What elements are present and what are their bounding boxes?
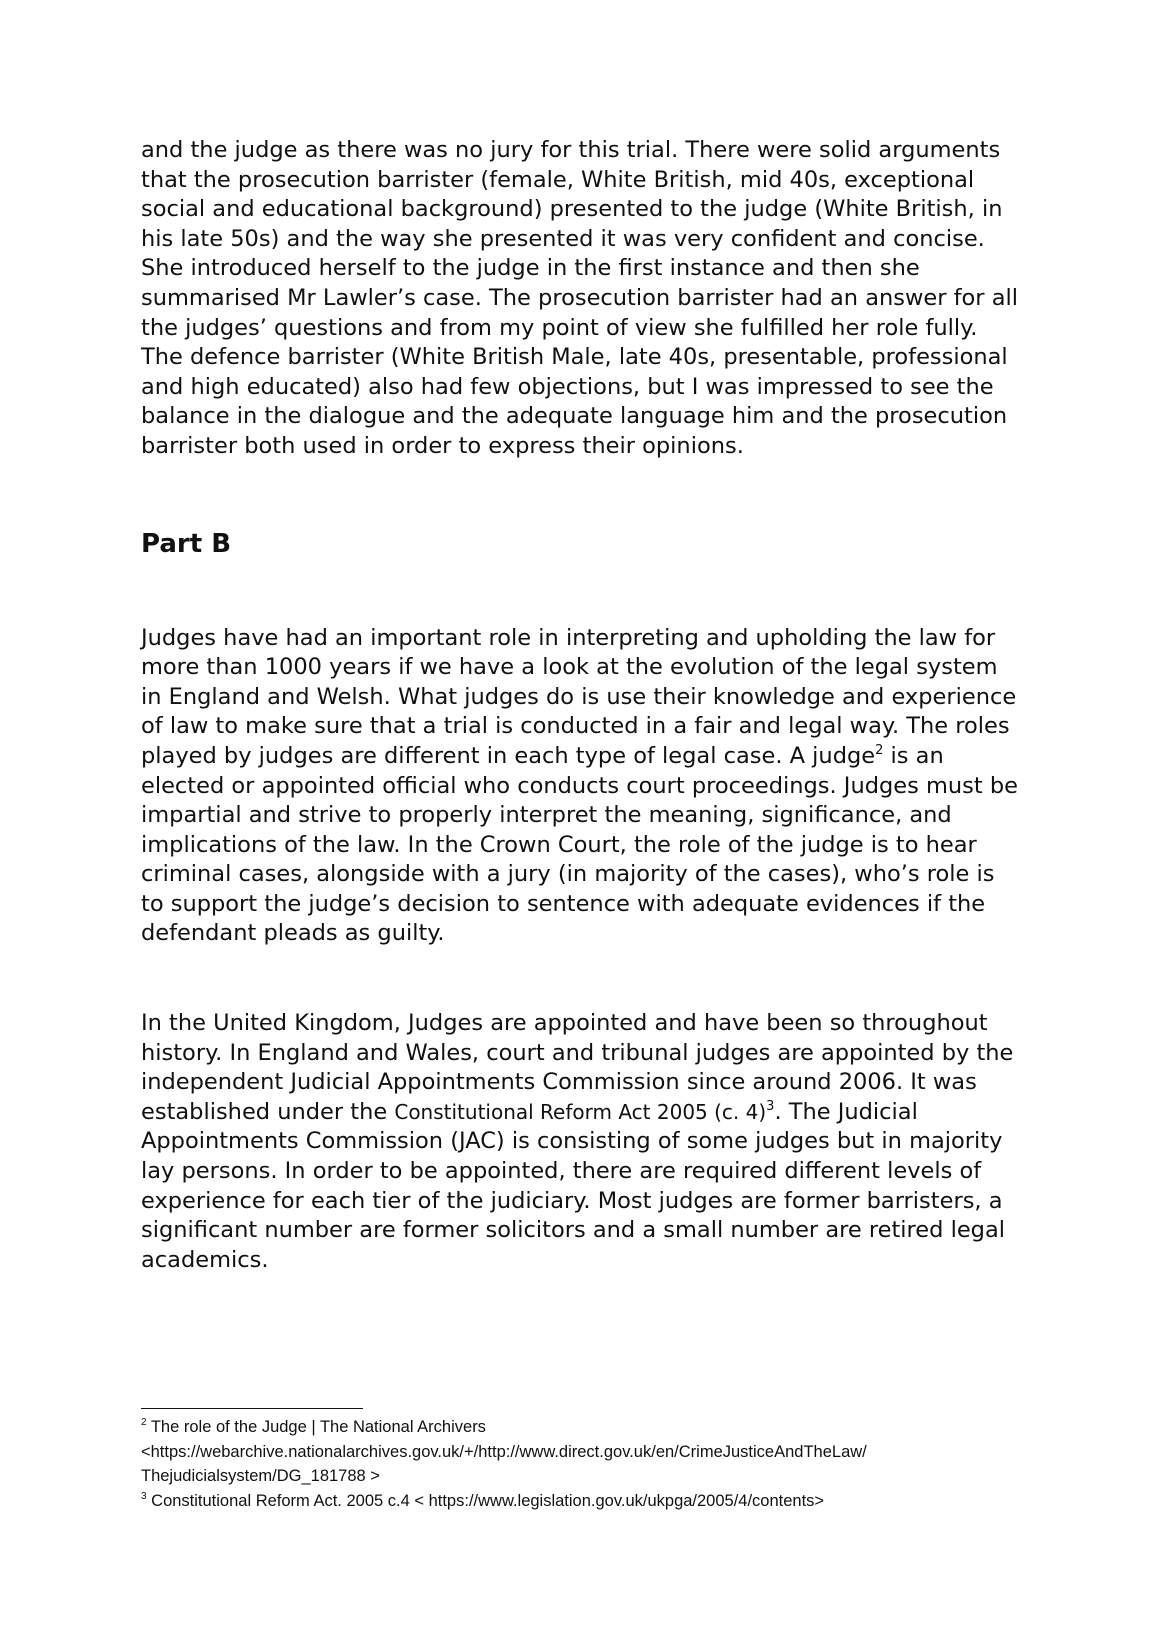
document-body — [141, 136, 1021, 1275]
footnote-text: Constitutional Reform Act. 2005 c.4 < https://www.legislation.gov.uk/ukpga/2005/4/contents> — [146, 1491, 825, 1510]
paragraph-3-text-start: In the United Kingdom, Judges are appointed and have been so throughout history. In England and Wales, court and tribunal judges are appointed by the independent Judicial Appointments Commission since around 2006. It was established under the — [141, 1010, 1014, 1125]
footnote-separator — [141, 1408, 363, 1409]
footnote-text: The role of the Judge | The National Archivers — [146, 1418, 486, 1436]
body-paragraph-2 — [141, 624, 1021, 950]
footnote-number: 2 — [141, 1417, 147, 1428]
footnote-ref-2[interactable]: 2 — [875, 742, 884, 758]
footnote-number: 3 — [141, 1490, 147, 1502]
footnotes-section — [141, 1408, 1021, 1513]
paragraph-2-text-end: is an elected or appointed official who conducts court proceedings. Judges must be impartial and strive to properly interpret the meaning, significance, and implications of the law. In the Crown Court, the role of the judge is to hear criminal cases, alongside with a jury (in majority of the cases), who’s role is to support the judge’s decision to sentence with adequate evidences if the defendant pleads as guilty. — [141, 742, 1018, 947]
footnote-3 — [141, 1489, 1021, 1514]
footnote-2-url-cont[interactable]: Thejudicialsystem/DG_181788 > — [141, 1467, 380, 1485]
footnote-2-url[interactable]: <https://webarchive.nationalarchives.gov.uk/+/http://www.direct.gov.uk/en/CrimeJusticeAndTheLaw/ — [141, 1442, 867, 1461]
paragraph-3-text-end: . The Judicial Appointments Commission (JAC) is consisting of some judges but in majority lay persons. In order to be appointed, there are required different levels of experience for each tier of the judiciary. Most judges are former barristers, a significant number are former solicitors and a small number are retired legal academics. — [141, 1098, 1005, 1273]
body-paragraph-3 — [141, 1009, 1021, 1275]
footnote-ref-3[interactable]: 3 — [766, 1098, 775, 1114]
footnote-2 — [141, 1415, 1021, 1440]
paragraph-2-text-start: Judges have had an important role in interpreting and upholding the law for more than 1000 years if we have a look at the evolution of the legal system in England and Welsh. What judges do is use their knowledge and experience of law to make sure that a trial is conducted in a fair and legal way. The roles played by judges are different in each type of legal case. A judge — [141, 624, 1017, 769]
act-citation: Constitutional Reform Act 2005 (c. 4) — [394, 1099, 767, 1124]
body-paragraph-1: and the judge as there was no jury for this trial. There were solid arguments that the prosecution barrister (female, White British, mid 40s, exceptional social and educational background) presented to the judge (White British, in his late 50s) and the way she presented it was very confident and concise. She introduced herself to the judge in the first instance and then she summarised Mr Lawler’s case. The prosecution barrister had an answer for all the judges’ questions and from my point of view she fulfilled her role fully. The defence barrister (White British Male, late 40s, presentable, professional and high educated) also had few objections, but I was impressed to see the balance in the dialogue and the adequate language him and the prosecution barrister both used in order to express their opinions. — [141, 137, 1018, 459]
section-heading-part-b: Part B — [141, 528, 232, 559]
